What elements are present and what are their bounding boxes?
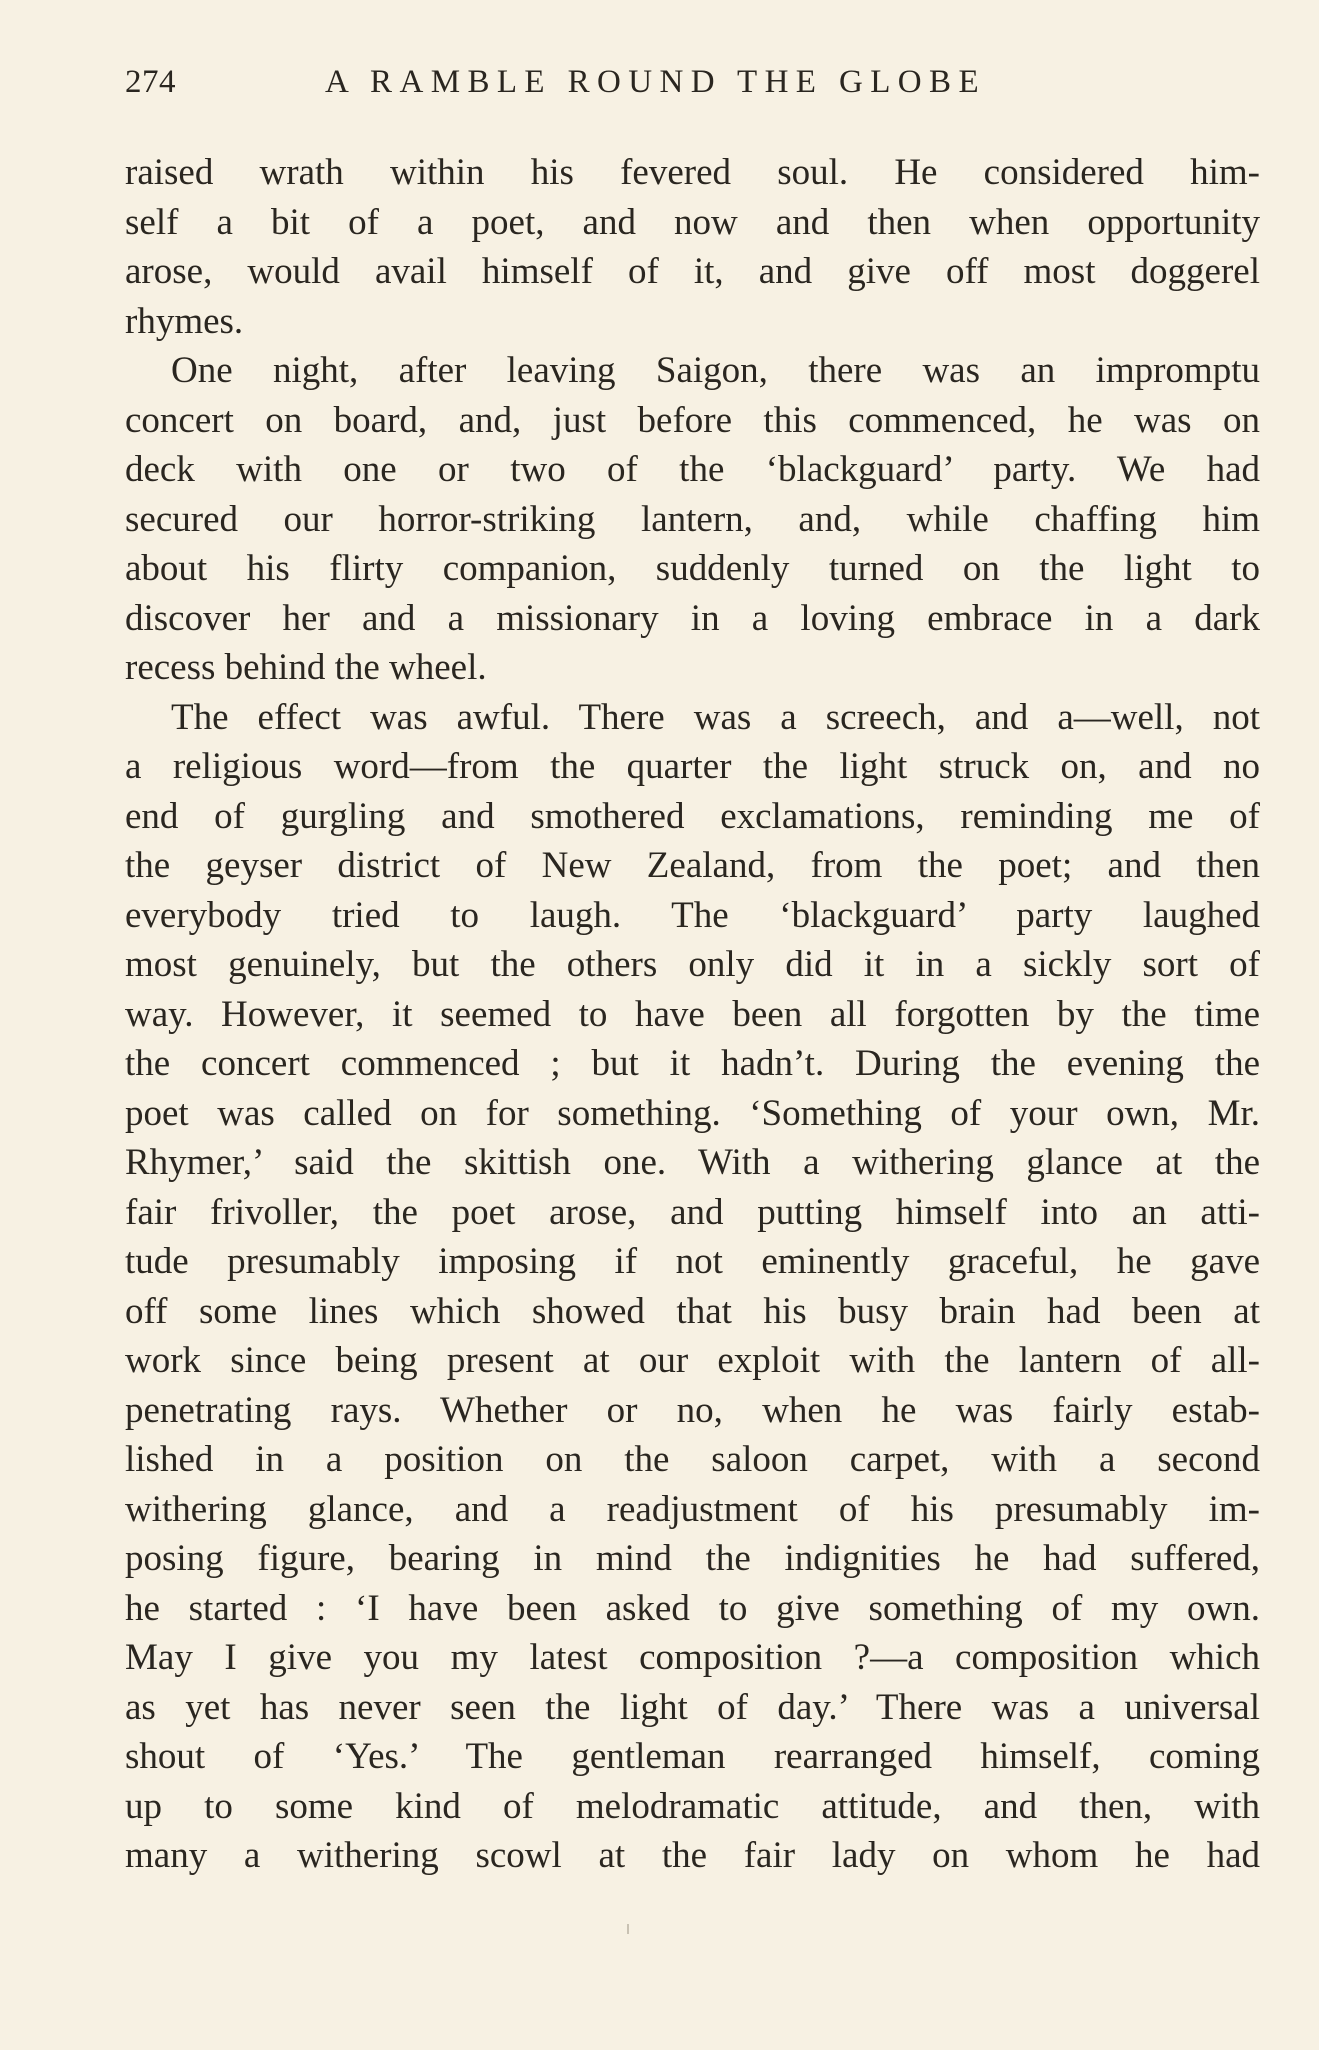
- paper-speck: [627, 1924, 629, 1934]
- text-line: everybody tried to laugh. The ‘blackguard’ party laughed: [125, 894, 1260, 936]
- text-line: end of gurgling and smothered exclamations, reminding me of: [125, 795, 1260, 837]
- text-line: fair frivoller, the poet arose, and putting himself into an atti-: [125, 1191, 1260, 1233]
- text-line: rhymes.: [125, 300, 244, 342]
- page-number: 274: [125, 64, 176, 100]
- book-page: [125, 62, 1260, 1881]
- text-line: arose, would avail himself of it, and give off most doggerel: [125, 251, 1260, 292]
- text-line: penetrating rays. Whether or no, when he was fairly estab-: [125, 1389, 1260, 1431]
- text-line: One night, after leaving Saigon, there was an impromptu: [171, 350, 1260, 391]
- text-line: discover her and a missionary in a loving embrace in a dark: [125, 597, 1260, 639]
- text-line: shout of ‘Yes.’ The gentleman rearranged himself, coming: [125, 1736, 1260, 1777]
- text-line: May I give you my latest composition ?—a composition which: [125, 1637, 1260, 1678]
- text-line: recess behind the wheel.: [125, 647, 487, 688]
- text-line: The effect was awful. There was a screech, and a—well, not: [171, 696, 1260, 738]
- text-line: about his flirty companion, suddenly turned on the light to: [125, 548, 1260, 589]
- text-line: posing figure, bearing in mind the indignities he had suffered,: [125, 1538, 1260, 1579]
- text-line: deck with one or two of the ‘blackguard’ party. We had: [125, 449, 1260, 490]
- body-text: [125, 148, 1260, 1881]
- text-line: most genuinely, but the others only did it in a sickly sort of: [125, 944, 1260, 985]
- text-line: tude presumably imposing if not eminently graceful, he gave: [125, 1241, 1260, 1282]
- text-line: he started : ‘I have been asked to give something of my own.: [125, 1587, 1260, 1629]
- text-line: as yet has never seen the light of day.’ There was a universal: [125, 1686, 1260, 1728]
- text-line: Rhymer,’ said the skittish one. With a withering glance at the: [125, 1142, 1260, 1183]
- text-line: secured our horror-striking lantern, and, while chaffing him: [125, 498, 1260, 540]
- text-line: raised wrath within his fevered soul. He considered him-: [125, 152, 1260, 193]
- text-line: poet was called on for something. ‘Something of your own, Mr.: [125, 1092, 1260, 1134]
- text-line: work since being present at our exploit with the lantern of all-: [125, 1340, 1260, 1381]
- text-line: a religious word—from the quarter the light struck on, and no: [125, 746, 1260, 787]
- text-line: withering glance, and a readjustment of his presumably im-: [125, 1488, 1260, 1530]
- text-line: the geyser district of New Zealand, from the poet; and then: [125, 845, 1260, 886]
- paragraph: [125, 148, 1260, 346]
- page-header: [125, 62, 1260, 114]
- running-title: A RAMBLE ROUND THE GLOBE: [325, 64, 986, 100]
- text-line: concert on board, and, just before this commenced, he was on: [125, 399, 1260, 441]
- text-line: way. However, it seemed to have been all forgotten by the time: [125, 993, 1260, 1035]
- text-line: self a bit of a poet, and now and then when opportunity: [125, 201, 1260, 243]
- text-line: up to some kind of melodramatic attitude, and then, with: [125, 1785, 1260, 1827]
- text-line: the concert commenced ; but it hadn’t. During the evening the: [125, 1043, 1260, 1084]
- paragraph: [125, 346, 1260, 693]
- text-line: lished in a position on the saloon carpet, with a second: [125, 1439, 1260, 1480]
- text-line: off some lines which showed that his busy brain had been at: [125, 1290, 1260, 1332]
- paragraph: [125, 693, 1260, 1881]
- text-line: many a withering scowl at the fair lady on whom he had: [125, 1835, 1260, 1876]
